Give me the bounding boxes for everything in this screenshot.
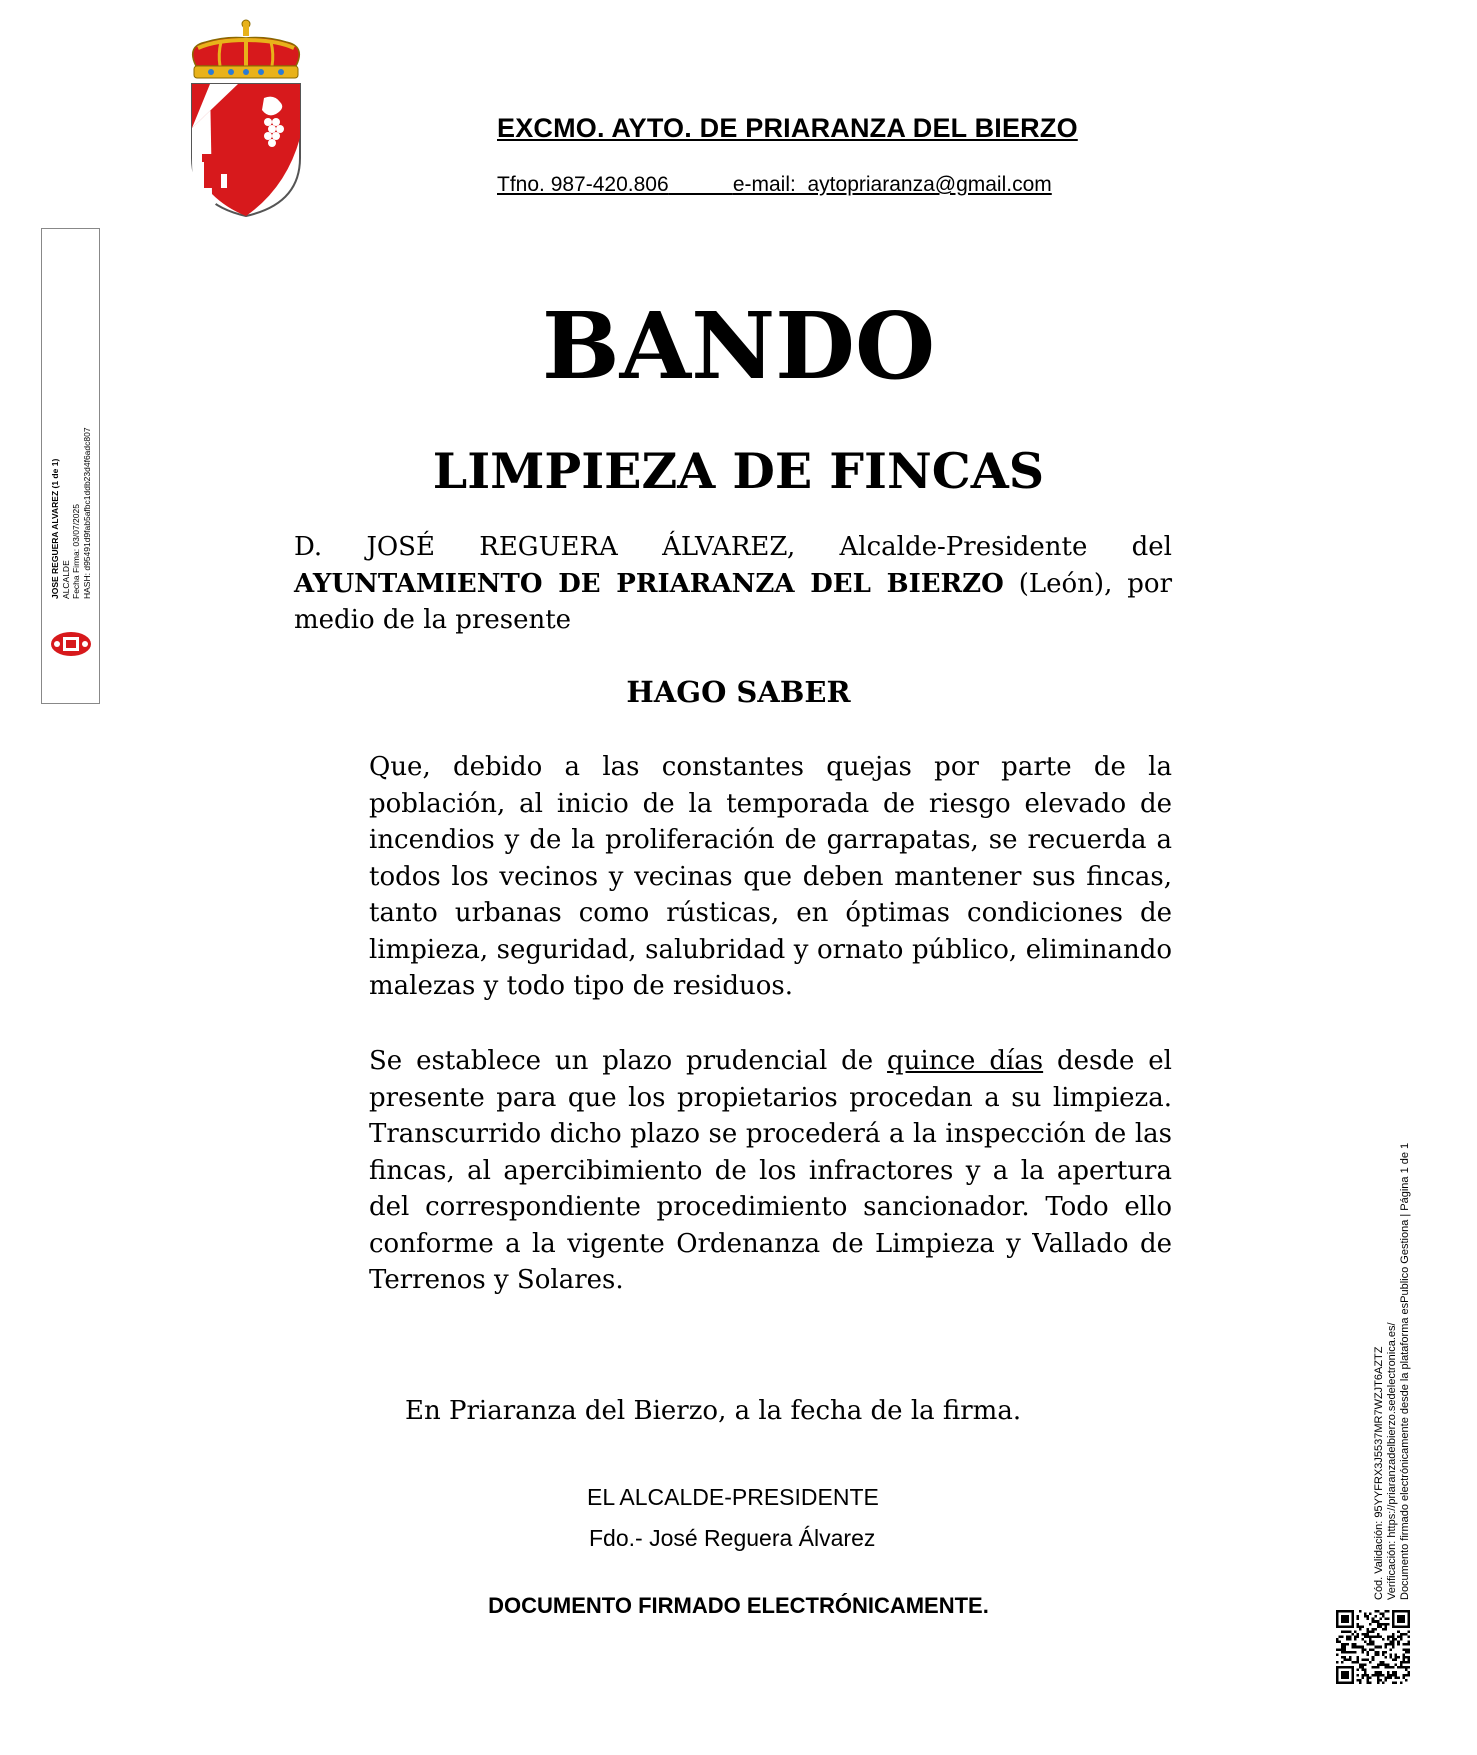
verification-text [1373,1080,1412,1600]
stamp-hash: HASH: d95491d9fab5afbc1ddb23d4f6adc807 [81,427,91,599]
coat-of-arms-icon [176,18,316,218]
intro-paragraph [294,529,1172,639]
paragraph-2-text-1: Se establece un plazo prudencial de [369,1046,888,1076]
document-title: BANDO [541,292,936,400]
deadline-text: quince días [887,1046,1044,1076]
paragraph-2 [369,1043,1172,1299]
electronic-signature-note: DOCUMENTO FIRMADO ELECTRÓNICAMENTE. [488,1593,989,1618]
verification-url[interactable]: Verificación: https://priaranzadelbierzo.sedelectronica.es/ [1386,1322,1398,1600]
platform-note: Documento firmado electrónicamente desde la plataforma esPublico Gestiona | Página 1 de 1 [1399,1142,1411,1600]
stamp-text [50,259,92,599]
intro-text-2: (León), por medio de la presente [294,568,1172,635]
stamp-coat-of-arms-icon [49,627,93,661]
stamp-date: Fecha Firma: 03/07/2025 [70,504,81,599]
paragraph-2-text-2: desde el presente para que los propietarios procedan a su limpieza. Transcurrido dicho plazo se procederá a la inspección de las fincas, al apercibimiento de los infractores y a la apertura del correspondiente procedimiento sancionador. Todo ello conforme a la vigente Ordenanza de Limpieza y Vallado de Terrenos y Solares. [369,1046,1172,1295]
paragraph-1: Que, debido a las constantes quejas por parte de la población, al inicio de la temporada de riesgo elevado de incendios y de la proliferación de garrapatas, se recuerda a todos los vecinos y vecinas que deben mantener sus fincas, tanto urbanas como rústicas, en óptimas condiciones de limpieza, seguridad, salubridad y ornato público, eliminando malezas y todo tipo de residuos. [369,752,1172,1001]
stamp-position: ALCALDE [60,560,70,599]
contact-line [497,173,1052,197]
stamp-name: JOSE REGUERA ALVAREZ (1 de 1) [49,458,60,599]
hago-saber-heading: HAGO SABER [626,675,851,709]
intro-council-name: AYUNTAMIENTO DE PRIARANZA DEL BIERZO [294,568,1004,599]
email: e-mail: aytopriaranza@gmail.com [732,173,1052,196]
closing-line: En Priaranza del Bierzo, a la fecha de la firma. [405,1396,1022,1426]
qr-code-icon [1336,1610,1410,1684]
phone: Tfno. 987-420.806 [497,173,669,196]
signer-role: EL ALCALDE-PRESIDENTE [587,1484,879,1510]
signature-stamp [41,228,100,704]
organization-title: EXCMO. AYTO. DE PRIARANZA DEL BIERZO [497,113,1078,143]
intro-text-1: D. JOSÉ REGUERA ÁLVAREZ, Alcalde-Presidente del [294,532,1172,562]
validation-code: Cód. Validación: 95YYFRX3J5537MR7WZJT6AZTZ [1373,1346,1385,1600]
signer-name: Fdo.- José Reguera Álvarez [589,1525,876,1551]
document-subtitle: LIMPIEZA DE FINCAS [432,442,1045,500]
